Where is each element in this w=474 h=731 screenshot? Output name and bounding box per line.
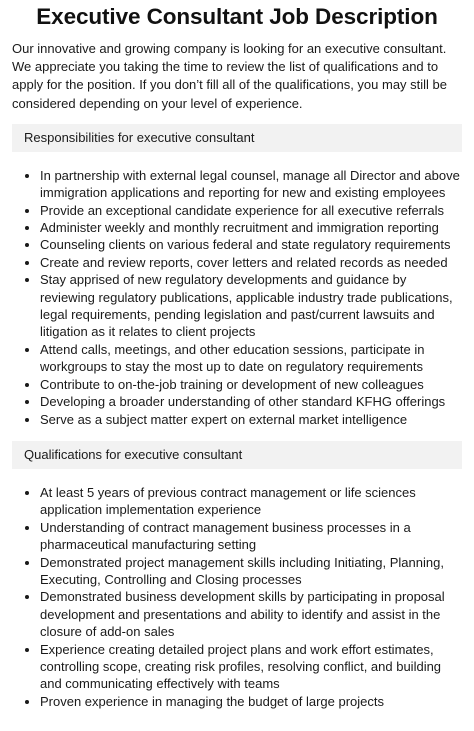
page-title: Executive Consultant Job Description [36, 4, 438, 29]
intro-paragraph: Our innovative and growing company is looking for an executive consultant. We appreciate you taking the time to review the list of qualifications and to apply for the position. If you don’t fill all of the qualifications, you may still be considered depending on your level of experience. [12, 41, 448, 111]
list-item: • Experience creating detailed project plans and work effort estimates, controlling scope, creating risk profiles, resolving conflict, and building and communicating effectively with teams [40, 641, 462, 693]
list-item: • Proven experience in managing the budget of large projects [40, 693, 462, 710]
list-item: • At least 5 years of previous contract management or life sciences application implementation experience [40, 484, 462, 519]
list-item: • Demonstrated project management skills including Initiating, Planning, Executing, Controlling and Closing processes [40, 554, 462, 589]
list-item: • Developing a broader understanding of other standard KFHG offerings [40, 393, 462, 410]
list-item: • Provide an exceptional candidate experience for all executive referrals [40, 202, 462, 219]
list-item: • Contribute to on-the-job training or development of new colleagues [40, 376, 462, 393]
responsibilities-heading: Responsibilities for executive consultant [12, 124, 462, 152]
list-item: • In partnership with external legal counsel, manage all Director and above immigration applications and reporting for new and existing employees [40, 167, 462, 202]
responsibilities-list [12, 167, 462, 428]
qualifications-list [12, 484, 462, 710]
qualifications-heading: Qualifications for executive consultant [12, 441, 462, 469]
list-item: • Demonstrated business development skills by participating in proposal development and presentations and ability to identify and assist in the closure of add-on sales [40, 588, 462, 640]
list-item: • Understanding of contract management business processes in a pharmaceutical manufacturing setting [40, 519, 462, 554]
list-item: • Create and review reports, cover letters and related records as needed [40, 254, 462, 271]
list-item: • Administer weekly and monthly recruitment and immigration reporting [40, 219, 462, 236]
list-item: • Stay apprised of new regulatory developments and guidance by reviewing regulatory publications, applicable industry trade publications, legal requirements, pending legislation and past/current lawsuits and litigation as it relates to client projects [40, 271, 462, 341]
list-item: • Counseling clients on various federal and state regulatory requirements [40, 236, 462, 253]
list-item: • Serve as a subject matter expert on external market intelligence [40, 411, 462, 428]
list-item: • Attend calls, meetings, and other education sessions, participate in workgroups to stay the most up to date on regulatory requirements [40, 341, 462, 376]
